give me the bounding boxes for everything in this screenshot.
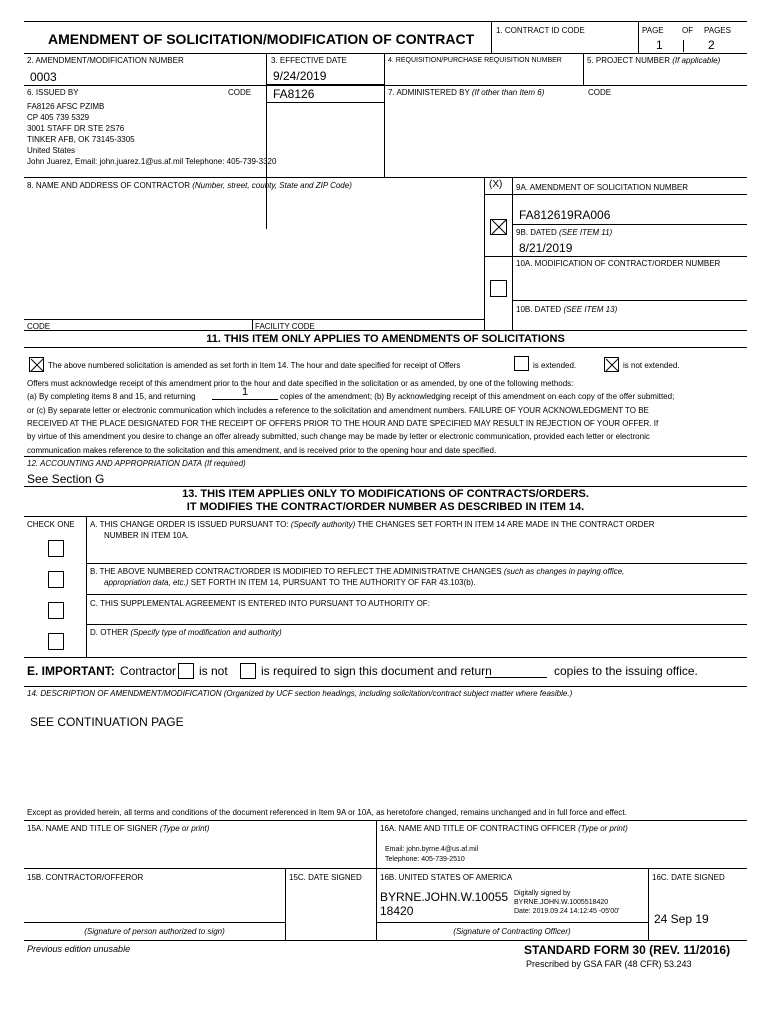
item-11-extended-text: is extended. xyxy=(533,361,577,370)
item-13c-text: C. THIS SUPPLEMENTAL AGREEMENT IS ENTERED INTO PURSUANT TO AUTHORITY OF: xyxy=(90,599,430,608)
item-9b-value: 8/21/2019 xyxy=(519,241,573,255)
is-not-checkbox[interactable] xyxy=(178,663,194,679)
important-is-not: is not xyxy=(199,664,228,678)
signature-15-caption: (Signature of person authorized to sign) xyxy=(84,927,225,936)
facility-code-label: FACILITY CODE xyxy=(255,322,315,331)
page-value: 1 xyxy=(656,38,663,52)
project-number-label: 5. PROJECT NUMBER (If applicable) xyxy=(587,56,721,65)
signer-name-line-2: 18420 xyxy=(380,904,414,918)
amendment-number-label: 2. AMENDMENT/MODIFICATION NUMBER xyxy=(27,56,184,65)
important-is-required: is required to sign this document and return xyxy=(261,664,492,678)
date-signed-16c: 24 Sep 19 xyxy=(654,912,709,926)
digital-signature-line-2: BYRNE.JOHN.W.1005518420 xyxy=(514,899,609,906)
issuer-line-5: United States xyxy=(27,146,76,155)
item-9-checkbox[interactable] xyxy=(490,219,507,235)
is-required-checkbox[interactable] xyxy=(240,663,256,679)
x-column-label: (X) xyxy=(489,179,503,190)
item-11-para-1: Offers must acknowledge receipt of this amendment prior to the hour and date specified in the solicitation or as amended, by one of the following methods: xyxy=(27,379,574,388)
item-11-para-2a: (a) By completing items 8 and 15, and returning xyxy=(27,392,196,401)
pages-value: 2 xyxy=(708,38,715,52)
requisition-label: 4. REQUISITION/PURCHASE REQUISITION NUMBER xyxy=(388,57,562,64)
item-15a-label: 15A. NAME AND TITLE OF SIGNER (Type or print) xyxy=(27,824,210,833)
item-13b-checkbox[interactable] xyxy=(48,571,64,588)
item-15b-label: 15B. CONTRACTOR/OFFEROR xyxy=(27,873,144,882)
item-13b-line-1: B. THE ABOVE NUMBERED CONTRACT/ORDER IS MODIFIED TO REFLECT THE ADMINISTRATIVE CHANGES (such as changes in paying office, xyxy=(90,567,625,576)
important-copies: copies to the issuing office. xyxy=(554,664,698,678)
issued-by-label: 6. ISSUED BY xyxy=(27,88,79,97)
item-16c-label: 16C. DATE SIGNED xyxy=(652,873,725,882)
item-11-not-extended-text: is not extended. xyxy=(623,361,680,370)
contract-id-label: 1. CONTRACT ID CODE xyxy=(496,26,585,35)
important-label: E. IMPORTANT: xyxy=(27,664,115,678)
item-11-not-extended-checkbox[interactable] xyxy=(604,357,619,372)
except-text: Except as provided herein, all terms and conditions of the document referenced in Item 9A or 10A, as heretofore changed, remains unchanged and in full force and effect. xyxy=(27,808,627,817)
item-11-amended-checkbox[interactable] xyxy=(29,357,44,372)
copies-return-blank[interactable] xyxy=(485,677,547,678)
item-10a-label: 10A. MODIFICATION OF CONTRACT/ORDER NUMBER xyxy=(516,259,721,268)
issuer-line-6: John Juarez, Email: john.juarez.1@us.af.mil Telephone: 405-739-3320 xyxy=(27,157,277,166)
issuer-line-2: CP 405 739 5329 xyxy=(27,113,90,122)
item-11-heading: 11. THIS ITEM ONLY APPLIES TO AMENDMENTS OF SOLICITATIONS xyxy=(206,333,565,345)
standard-form-title: STANDARD FORM 30 (REV. 11/2016) xyxy=(524,943,731,957)
issued-code-value: FA8126 xyxy=(273,87,315,101)
copies-count: 1 xyxy=(241,386,249,398)
administered-code-label: CODE xyxy=(588,88,612,97)
item-13-heading-1: 13. THIS ITEM APPLIES ONLY TO MODIFICATIONS OF CONTRACTS/ORDERS. xyxy=(182,488,589,500)
pages-label: PAGES xyxy=(704,26,731,35)
digital-signature-line-1: Digitally signed by xyxy=(514,890,571,897)
item-10b-label: 10B. DATED (SEE ITEM 13) xyxy=(516,305,618,314)
item-11-para-6: communication makes reference to the solicitation and this amendment, and is received prior to the opening hour and date specified. xyxy=(27,446,497,455)
administered-by-label: 7. ADMINISTERED BY (If other than Item 6) xyxy=(388,88,545,97)
officer-phone: Telephone: 405-739-2510 xyxy=(385,856,465,863)
effective-date-value: 9/24/2019 xyxy=(273,69,327,83)
issuer-line-1: FA8126 AFSC PZIMB xyxy=(27,102,105,111)
item-10-checkbox[interactable] xyxy=(490,280,507,297)
contractor-label: 8. NAME AND ADDRESS OF CONTRACTOR (Number, street, county, State and ZIP Code) xyxy=(27,181,352,190)
issuer-line-4: TINKER AFB, OK 73145-3305 xyxy=(27,135,135,144)
item-13d-checkbox[interactable] xyxy=(48,633,64,650)
previous-edition: Previous edition unusable xyxy=(27,944,131,954)
amendment-number-value: 0003 xyxy=(30,70,57,84)
item-11-para-2b: copies of the amendment; (b) By acknowledging receipt of this amendment on each copy of the offer submitted; xyxy=(280,392,675,401)
item-13c-checkbox[interactable] xyxy=(48,602,64,619)
item-13-heading-2: IT MODIFIES THE CONTRACT/ORDER NUMBER AS DESCRIBED IN ITEM 14. xyxy=(186,501,585,513)
item-16b-label: 16B. UNITED STATES OF AMERICA xyxy=(380,873,513,882)
item-9a-label: 9A. AMENDMENT OF SOLICITATION NUMBER xyxy=(516,183,689,192)
item-9a-value: FA812619RA006 xyxy=(519,208,611,222)
item-12-value: See Section G xyxy=(27,472,105,486)
item-13a-checkbox[interactable] xyxy=(48,540,64,557)
signer-name-line-1: BYRNE.JOHN.W.10055 xyxy=(380,890,509,904)
item-14-label: 14. DESCRIPTION OF AMENDMENT/MODIFICATION (Organized by UCF section headings, including solicitation/contract subject matter where feasible.) xyxy=(27,689,573,698)
important-contractor: Contractor xyxy=(120,664,177,678)
digital-signature-line-3: Date: 2019.09.24 14:12:45 -05'00' xyxy=(514,908,620,915)
signature-16-caption: (Signature of Contracting Officer) xyxy=(453,927,571,936)
item-13a-line-2: NUMBER IN ITEM 10A. xyxy=(104,531,189,540)
item-11-extended-checkbox[interactable] xyxy=(514,356,529,371)
issued-code-label: CODE xyxy=(228,88,252,97)
item-13d-text: D. OTHER (Specify type of modification and authority) xyxy=(90,628,282,637)
officer-email: Email: john.byrne.4@us.af.mil xyxy=(385,846,479,853)
contractor-code-label: CODE xyxy=(27,322,51,331)
item-9b-label: 9B. DATED (SEE ITEM 11) xyxy=(516,228,613,237)
item-14-value: SEE CONTINUATION PAGE xyxy=(30,715,184,729)
effective-date-label: 3. EFFECTIVE DATE xyxy=(271,56,347,65)
form-title: AMENDMENT OF SOLICITATION/MODIFICATION OF CONTRACT xyxy=(48,31,475,47)
item-12-label: 12. ACCOUNTING AND APPROPRIATION DATA (If required) xyxy=(27,459,246,468)
item-11-para-3: or (c) By separate letter or electronic communication which includes a reference to the solicitation and amendment numbers. FAILURE OF YOUR ACKNOWLEDGMENT TO BE xyxy=(27,406,649,415)
of-label: OF xyxy=(682,26,694,35)
item-11-amended-text: The above numbered solicitation is amended as set forth in Item 14. The hour and date specified for receipt of Offers xyxy=(48,361,461,370)
item-13a-line-1: A. THIS CHANGE ORDER IS ISSUED PURSUANT TO: (Specify authority) THE CHANGES SET FORTH IN ITEM 14 ARE MADE IN THE CONTRACT ORDER xyxy=(90,520,655,529)
item-11-para-5: by virtue of this amendment you desire to change an offer already submitted, such change may be made by letter or electronic communication, provided each letter or electronic xyxy=(27,432,650,441)
item-13b-line-2: appropriation data, etc.) SET FORTH IN ITEM 14, PURSUANT TO THE AUTHORITY OF FAR 43.103(b). xyxy=(104,578,476,587)
item-15c-label: 15C. DATE SIGNED xyxy=(289,873,362,882)
item-16a-label: 16A. NAME AND TITLE OF CONTRACTING OFFICER (Type or print) xyxy=(380,824,628,833)
page-label: PAGE xyxy=(642,26,664,35)
issuer-line-3: 3001 STAFF DR STE 2S76 xyxy=(27,124,125,133)
check-one-label: CHECK ONE xyxy=(27,520,75,529)
prescribed-by: Prescribed by GSA FAR (48 CFR) 53.243 xyxy=(526,959,692,969)
item-11-para-4: RECEIVED AT THE PLACE DESIGNATED FOR THE RECEIPT OF OFFERS PRIOR TO THE HOUR AND DATE SPECIFIED MAY RESULT IN REJECTION OF YOUR OFFER. If xyxy=(27,419,659,428)
